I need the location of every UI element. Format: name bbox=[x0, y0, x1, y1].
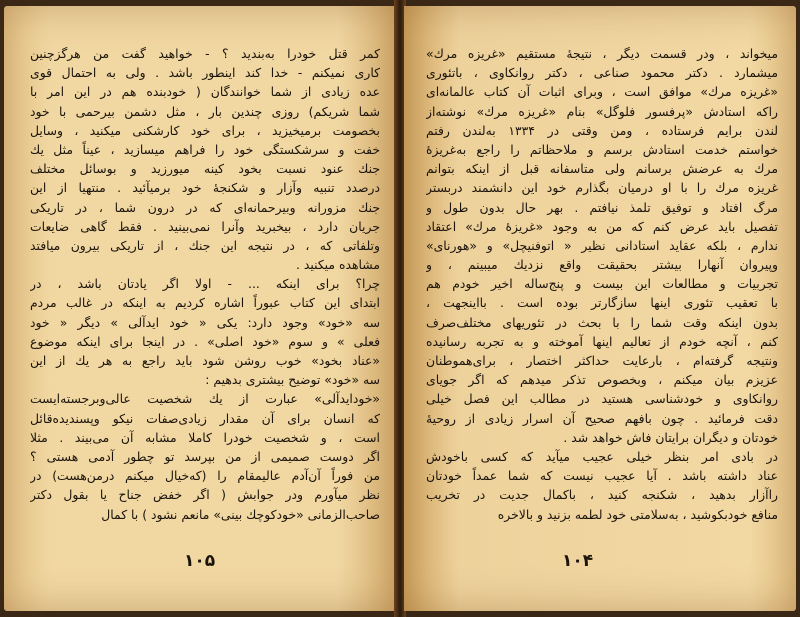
text-line: ندارم ، بلکه عقاید استادانی نظیر « اتوفنیچل» و «هورنای» bbox=[426, 237, 778, 253]
text-line: جنك مزورانه وبیرحمانه‌ای که در درون شما ، در تاریکی bbox=[30, 199, 380, 215]
text-line: سه «خود» توضیح بیشتری بدهیم : bbox=[205, 372, 380, 388]
text-line: مرك به عرضش برسانم ولی متاسفانه قبل از اینکه بتوانم bbox=[426, 161, 778, 177]
text-line: من فوراً آن‌آدم عالیمقام را (که‌خیال میکنم درمن‌هست) در bbox=[30, 468, 380, 484]
text-line: «غریزه مرك» موافق است ، وبرای اثبات آن کتاب عالمانه‌ای bbox=[426, 84, 778, 100]
text-line: فعلی » و سوم «خود اصلی» . در اینجا برای اینکه موضوع bbox=[30, 333, 380, 349]
text-line: جنك عنود نسبت بخود کینه میورزید و بوسائل مختلف bbox=[30, 161, 380, 177]
text-line: بدون اینکه وقت شما را با بحث در تئوریهای مختلف‌صرف bbox=[426, 314, 778, 330]
text-line: کنم ، آنچه خودم از تعالیم اینها آموخته و به تجربه رسانیده bbox=[426, 333, 778, 349]
text-line: که انسان برای آن مقدار زیادی‌صفات نیکو وپسندیده‌قائل bbox=[30, 410, 380, 426]
text-line: مرگ افتاد و توفیق تلمذ نیافتم . بهر حال بدون طول و bbox=[426, 199, 778, 215]
text-line: بخصومت برمیخیزید ، برای خود کارشکنی میکنید ، وسایل bbox=[30, 122, 380, 138]
right-page bbox=[404, 6, 796, 611]
text-line: وپیروان آنهارا بیشتر بحقیقت واقع نزدیك میبینم ، و bbox=[426, 257, 778, 273]
text-line: مشاهده میکنید . bbox=[295, 257, 380, 273]
text-line: تجربیات و مطالعات این بیست و پنج‌ساله اخیر خودم هم bbox=[426, 276, 778, 292]
text-line: نظر میآورم ودر جوابش ( اگر خفض جناح یا بقول دکتر bbox=[30, 487, 380, 503]
text-line: خفت و سرشکستگی خود را فراهم میسازید ، عیناً مثل یك bbox=[30, 141, 380, 157]
right-page-number: ۱۰۴ bbox=[562, 551, 594, 571]
text-line: غریزه مرك را با او درمیان بگذارم خود این دانشمند دربستر bbox=[426, 180, 778, 196]
text-line: جریان دارد ، بیخبرید وآنرا نمی‌بینید . فقط گاهی ضایعات bbox=[30, 218, 380, 234]
text-line: درصدد تنبیه وآزار و شکنجهٔ خود برمیآئید . منتهیا از این bbox=[30, 180, 380, 196]
text-line: «عناد بخود» خوب روشن شود باید راجع به هر یك از این bbox=[30, 353, 380, 368]
text-line: شما شریکم) روزی چندین بار ، مثل دشمن بیرحمی با خود bbox=[30, 103, 380, 119]
left-page bbox=[4, 6, 396, 611]
text-line: راآزار بدهید ، شکنجه کنید ، باکمال جدیت در تخریب bbox=[426, 487, 778, 503]
text-line: است ، و شخصیت خودرا کاملا مشابه آن می‌بیند . مثلا bbox=[30, 429, 380, 445]
text-line: «خودایدآلی» عبارت از یك شخصیت عالی‌وبرجسته‌ایست bbox=[30, 391, 380, 407]
right-page-text bbox=[426, 44, 778, 524]
text-line: خودتان و دیگران برایتان فاش خواهد شد . bbox=[563, 429, 778, 445]
left-page-text bbox=[30, 44, 380, 524]
text-line: خواستم خدمت استادش برسم و ملاحظاتم را راجع به‌غریزهٔ bbox=[426, 141, 778, 157]
text-line: صاحب‌الزمانی «خودکوچك بینی» مانعم نشود ) با کمال bbox=[101, 506, 380, 522]
text-line: وتلفاتی که ، در نتیجه این جنك ، از تاریکی بیرون میافتد bbox=[30, 237, 380, 253]
text-line: میشمارد . دکتر محمود صناعی ، دکتر روانکاوی ، باتئوری bbox=[426, 65, 778, 81]
text-line: ابتدای این کتاب عبوراً اشاره کردیم به اینکه در غالب مردم bbox=[30, 295, 380, 311]
text-line: با تعقیب تئوری اینها سازگارتر بوده است . بااینجهت ، bbox=[426, 295, 778, 311]
text-line: روانکاوی و خودشناسی هستید در مطالب این فصل خیلی bbox=[426, 391, 778, 407]
text-line: عزیزم بیان میکنم ، وبخصوص تذکر میدهم که اگر جویای bbox=[426, 372, 778, 388]
text-line: عناد داشته باشد . آیا عجیب نیست که شما عمداً خودتان bbox=[426, 468, 778, 484]
text-line: منافع خودبکوشید ، به‌سلامتی خود لطمه بزنید و بالاخره bbox=[497, 506, 778, 522]
text-line: اگر دوست صمیمی از من بپرسد تو چطور آدمی هستی ؟ bbox=[30, 448, 380, 464]
text-line: سه «خود» وجود دارد: یکی « خود ایدآلی » دیگر « خود bbox=[30, 314, 380, 330]
text-line: لندن برایم فرستاده ، ومن وقتی در ۱۳۳۴ به‌لندن رفتم bbox=[426, 122, 778, 138]
text-line: کاری نمیکنم - خدا کند اینطور باشد . ولی به احتمال قوی bbox=[30, 65, 380, 81]
text-line: تفصیل باید عرض کنم که من به وجود «غریزهٔ مرك» اعتقاد bbox=[426, 218, 778, 234]
text-line: میخواند ، ودر قسمت دیگر ، نتیجهٔ مستقیم «غریزه مرك» bbox=[426, 46, 778, 61]
text-line: راکه استادش «پرفسور فلوگل» بنام «غریزه مرك» نوشته‌از bbox=[426, 103, 778, 119]
text-line: در بادی امر بنظر خیلی عجیب میآید که کسی باخودش bbox=[426, 448, 778, 464]
text-line: چرا؟ برای اینکه ... - اولا اگر یادتان باشد ، در bbox=[30, 276, 380, 292]
text-line: دقت فرمائید . چون بافهم صحیح آن اسرار زیادی از روحیهٔ bbox=[426, 410, 778, 426]
text-line: کمر قتل خودرا به‌بندید ؟ - خواهید گفت من هرگزچنین bbox=[30, 46, 380, 61]
text-line: ونتیجه گرفته‌ام ، بارعایت حداکثر اختصار ، برای‌همو‌طنان bbox=[426, 353, 778, 368]
text-line: عده زیادی از شما خوانندگان ( خودبنده هم در این امر با bbox=[30, 84, 380, 100]
left-page-number: ۱۰۵ bbox=[184, 551, 216, 571]
